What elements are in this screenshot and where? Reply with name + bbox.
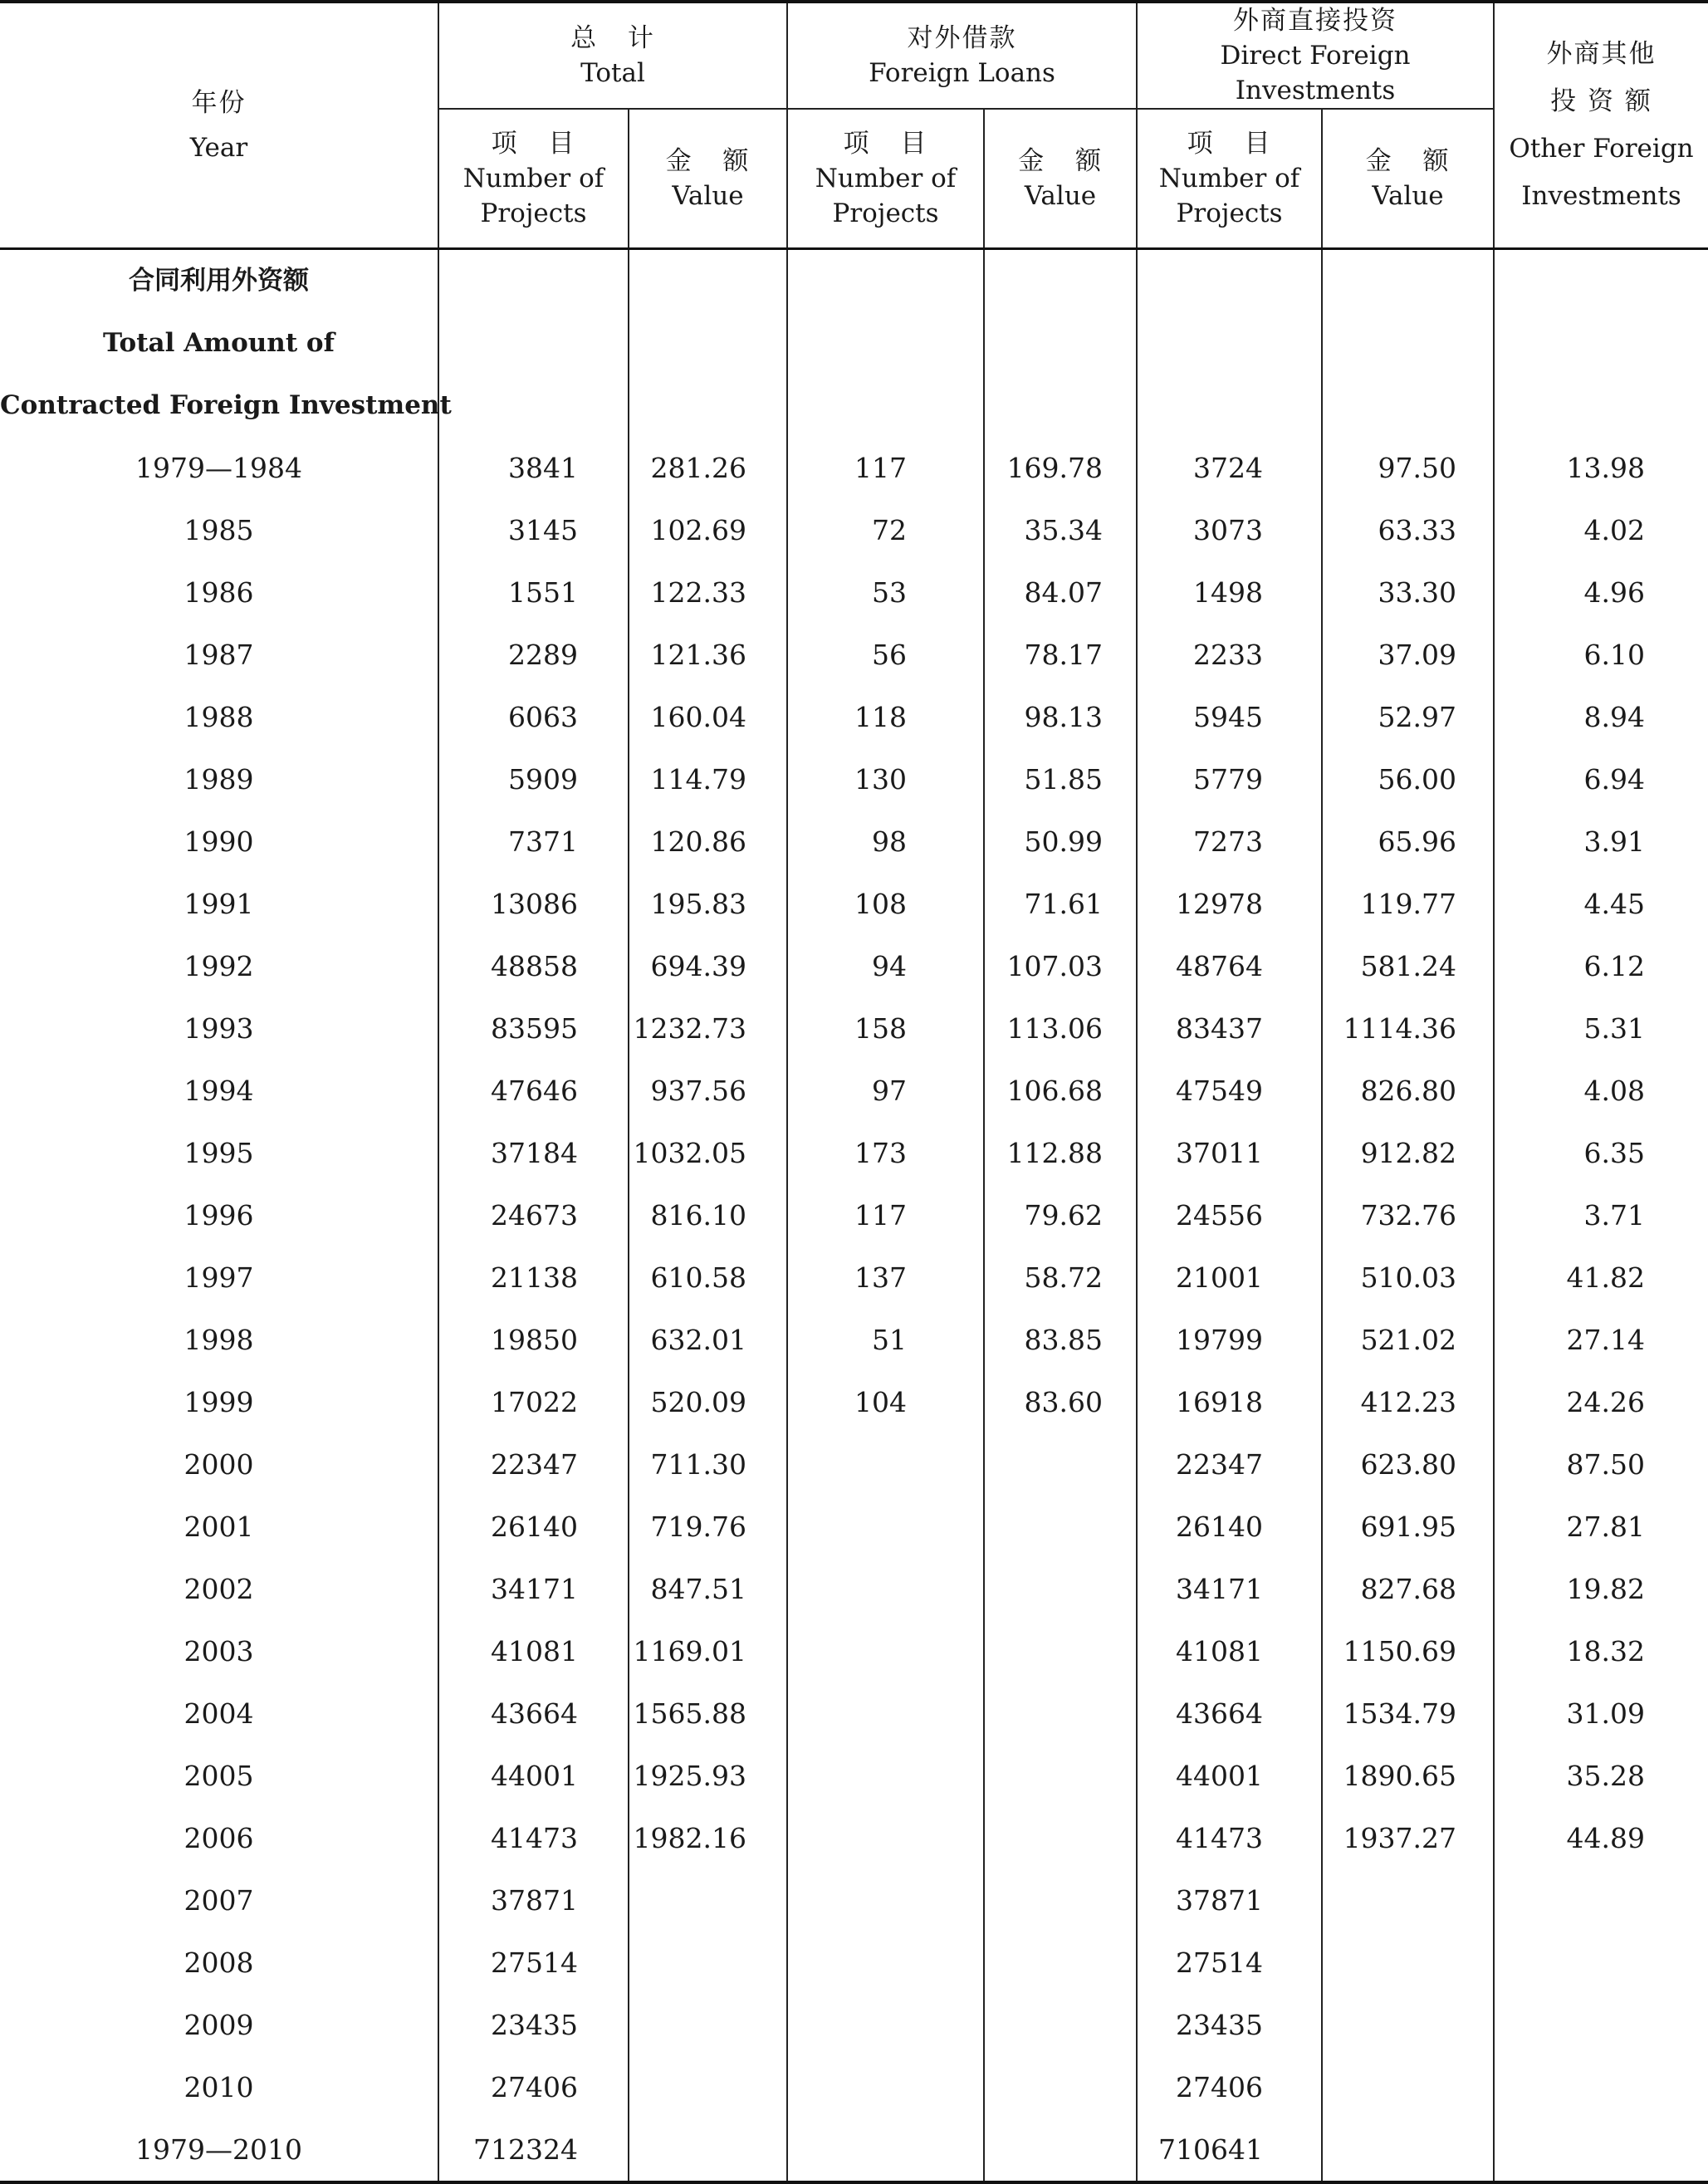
other-investment-cell: 3.91: [1583, 825, 1646, 858]
other-investment-cell: [1494, 1932, 1708, 1994]
total-projects-cell: 37184: [438, 1122, 629, 1184]
loan-value-cell: [984, 1807, 1137, 1869]
loan-projects-cell: [787, 1620, 984, 1682]
other-header-zh2: 投 资 额: [1550, 86, 1652, 116]
value-header-en: Value: [672, 181, 744, 211]
dfi-value-header: [1322, 109, 1494, 249]
loan-value-cell: 51.85: [984, 748, 1137, 810]
total-value-cell: 816.10: [629, 1184, 787, 1246]
total-value-cell: 1032.05: [629, 1122, 787, 1184]
dfi-value-cell: 65.96: [1322, 810, 1494, 873]
total-value-cell: [629, 2118, 787, 2182]
dfi-value-cell: 691.95: [1322, 1496, 1494, 1558]
dfi-value-cell: 33.30: [1322, 561, 1494, 624]
year-cell: 2005: [0, 1745, 438, 1807]
year-cell: 1998: [0, 1309, 438, 1371]
loan-value-cell: [984, 1682, 1137, 1745]
year-cell: 1997: [0, 1246, 438, 1309]
total-projects-cell: 17022: [438, 1371, 629, 1433]
projects-header-en1: Number of: [815, 164, 957, 193]
other-investment-cell: 5.31: [1583, 1012, 1646, 1045]
loan-value-cell: [984, 1869, 1137, 1932]
table-row: [0, 1433, 1708, 1496]
dfi-projects-cell: 2233: [1137, 624, 1322, 686]
other-investment-cell: 6.94: [1583, 763, 1646, 796]
year-cell: 1995: [0, 1122, 438, 1184]
table-row: [0, 1932, 1708, 1994]
other-investment-cell: [1494, 2118, 1708, 2182]
table-row: [0, 1869, 1708, 1932]
total-projects-cell: 26140: [438, 1496, 629, 1558]
loan-projects-cell: 56: [787, 624, 984, 686]
dfi-value-cell: 912.82: [1322, 1122, 1494, 1184]
other-investment-cell: 4.08: [1583, 1075, 1646, 1107]
year-cell: 2010: [0, 2056, 438, 2118]
year-header: [0, 2, 438, 249]
loan-projects-cell: [787, 1745, 984, 1807]
loan-projects-cell: 173: [787, 1122, 984, 1184]
other-investment-cell: 3.71: [1583, 1199, 1646, 1232]
dfi-value-cell: 1534.79: [1322, 1682, 1494, 1745]
dfi-projects-cell: 47549: [1137, 1060, 1322, 1122]
dfi-projects-cell: 3073: [1137, 499, 1322, 561]
year-cell: 2009: [0, 1994, 438, 2056]
dfi-projects-cell: 37011: [1137, 1122, 1322, 1184]
total-header-zh: 总 计: [570, 23, 655, 53]
total-projects-cell: 34171: [438, 1558, 629, 1620]
loan-value-cell: [984, 2056, 1137, 2118]
value-header-en: Value: [1024, 181, 1097, 211]
other-investment-cell: 27.81: [1566, 1511, 1646, 1543]
loan-projects-cell: 108: [787, 873, 984, 935]
loan-value-header: [984, 109, 1137, 249]
year-cell: 2001: [0, 1496, 438, 1558]
dfi-value-cell: 827.68: [1322, 1558, 1494, 1620]
total-value-cell: [629, 1869, 787, 1932]
loan-value-cell: 78.17: [984, 624, 1137, 686]
total-projects-cell: 43664: [438, 1682, 629, 1745]
table-row: [0, 935, 1708, 997]
loan-projects-cell: [787, 2056, 984, 2118]
loan-projects-cell: 53: [787, 561, 984, 624]
dfi-value-cell: 52.97: [1322, 686, 1494, 748]
dfi-projects-cell: 5945: [1137, 686, 1322, 748]
dfi-value-cell: 1114.36: [1322, 997, 1494, 1060]
dfi-projects-cell: 23435: [1137, 1994, 1322, 2056]
total-projects-cell: 47646: [438, 1060, 629, 1122]
loan-value-cell: [984, 1745, 1137, 1807]
dfi-projects-cell: 43664: [1137, 1682, 1322, 1745]
loan-value-cell: 107.03: [984, 935, 1137, 997]
projects-header-zh: 项 目: [1187, 129, 1272, 159]
table-row: [0, 1994, 1708, 2056]
other-header-zh1: 外商其他: [1546, 39, 1657, 69]
other-investment-cell: 87.50: [1566, 1448, 1646, 1481]
year-header-en: Year: [189, 133, 248, 163]
dfi-projects-cell: 710641: [1137, 2118, 1322, 2182]
year-cell: 2006: [0, 1807, 438, 1869]
dfi-value-cell: 119.77: [1322, 873, 1494, 935]
table-row: [0, 1309, 1708, 1371]
projects-header-zh: 项 目: [843, 129, 928, 159]
table-row: [0, 810, 1708, 873]
year-cell: 1993: [0, 997, 438, 1060]
total-projects-cell: 27514: [438, 1932, 629, 1994]
section-title-en1: Total Amount of: [0, 312, 438, 375]
table-row: [0, 2056, 1708, 2118]
year-cell: 1988: [0, 686, 438, 748]
dfi-value-cell: 63.33: [1322, 499, 1494, 561]
total-projects-cell: 712324: [438, 2118, 629, 2182]
dfi-header: [1137, 2, 1494, 109]
loan-value-cell: [984, 1496, 1137, 1558]
total-projects-header: [438, 109, 629, 249]
value-header-en: Value: [1372, 181, 1444, 211]
total-value-cell: 122.33: [629, 561, 787, 624]
dfi-projects-cell: 41473: [1137, 1807, 1322, 1869]
total-projects-cell: 6063: [438, 686, 629, 748]
year-cell: 1992: [0, 935, 438, 997]
total-value-cell: 120.86: [629, 810, 787, 873]
year-cell: 1990: [0, 810, 438, 873]
total-value-cell: 1565.88: [629, 1682, 787, 1745]
loan-value-cell: 79.62: [984, 1184, 1137, 1246]
loan-projects-cell: [787, 1994, 984, 2056]
dfi-value-cell: 37.09: [1322, 624, 1494, 686]
dfi-projects-cell: 48764: [1137, 935, 1322, 997]
total-value-cell: 694.39: [629, 935, 787, 997]
dfi-value-cell: [1322, 1932, 1494, 1994]
total-projects-cell: 13086: [438, 873, 629, 935]
dfi-projects-cell: 5779: [1137, 748, 1322, 810]
total-value-cell: 195.83: [629, 873, 787, 935]
loan-value-cell: 83.85: [984, 1309, 1137, 1371]
table-header: [0, 2, 1708, 249]
table-row: [0, 499, 1708, 561]
projects-header-en1: Number of: [462, 164, 604, 193]
section-title-en2: Contracted Foreign Investment: [0, 375, 438, 437]
loans-header-zh: 对外借款: [907, 23, 1017, 53]
total-value-cell: 1925.93: [629, 1745, 787, 1807]
loan-projects-cell: 158: [787, 997, 984, 1060]
table-row: [0, 1558, 1708, 1620]
total-value-cell: 1169.01: [629, 1620, 787, 1682]
total-value-cell: [629, 1994, 787, 2056]
loan-projects-cell: 130: [787, 748, 984, 810]
dfi-projects-cell: 37871: [1137, 1869, 1322, 1932]
loan-value-cell: 112.88: [984, 1122, 1137, 1184]
dfi-projects-cell: 41081: [1137, 1620, 1322, 1682]
table-row: [0, 686, 1708, 748]
loan-projects-cell: [787, 2118, 984, 2182]
total-projects-cell: 27406: [438, 2056, 629, 2118]
loan-projects-cell: 94: [787, 935, 984, 997]
dfi-header-zh: 外商直接投资: [1233, 6, 1398, 36]
table-row: [0, 561, 1708, 624]
loan-projects-header: [787, 109, 984, 249]
other-header-en1: Other Foreign: [1509, 134, 1694, 164]
total-value-cell: 847.51: [629, 1558, 787, 1620]
table-row: [0, 1807, 1708, 1869]
dfi-value-cell: 732.76: [1322, 1184, 1494, 1246]
loan-value-cell: [984, 1558, 1137, 1620]
other-investment-cell: 31.09: [1566, 1697, 1646, 1730]
value-header-zh: 金 额: [1365, 146, 1451, 176]
dfi-projects-cell: 44001: [1137, 1745, 1322, 1807]
loan-value-cell: 106.68: [984, 1060, 1137, 1122]
total-value-cell: 102.69: [629, 499, 787, 561]
total-projects-cell: 23435: [438, 1994, 629, 2056]
dfi-projects-cell: 24556: [1137, 1184, 1322, 1246]
other-investment-cell: 4.02: [1583, 514, 1646, 546]
total-projects-cell: 3145: [438, 499, 629, 561]
other-investment-cell: [1494, 1994, 1708, 2056]
other-investment-cell: [1494, 2056, 1708, 2118]
dfi-projects-cell: 27406: [1137, 2056, 1322, 2118]
table-row: [0, 1060, 1708, 1122]
projects-header-en2: Projects: [480, 198, 587, 228]
loan-projects-cell: [787, 1807, 984, 1869]
loan-value-cell: 35.34: [984, 499, 1137, 561]
total-value-cell: 520.09: [629, 1371, 787, 1433]
total-projects-cell: 24673: [438, 1184, 629, 1246]
value-header-zh: 金 额: [665, 146, 751, 176]
loan-projects-cell: [787, 1558, 984, 1620]
total-value-cell: 937.56: [629, 1060, 787, 1122]
section-title-zh: 合同利用外资额: [0, 249, 438, 313]
year-cell: 1987: [0, 624, 438, 686]
total-projects-cell: 19850: [438, 1309, 629, 1371]
table-row: [0, 1620, 1708, 1682]
dfi-value-cell: 521.02: [1322, 1309, 1494, 1371]
dfi-value-cell: 623.80: [1322, 1433, 1494, 1496]
year-cell: 1989: [0, 748, 438, 810]
table-row: [0, 1371, 1708, 1433]
dfi-projects-cell: 83437: [1137, 997, 1322, 1060]
loan-projects-cell: 117: [787, 437, 984, 499]
other-investment-cell: 8.94: [1583, 701, 1646, 733]
total-projects-cell: 83595: [438, 997, 629, 1060]
year-cell: 2000: [0, 1433, 438, 1496]
total-header-en: Total: [580, 58, 645, 88]
dfi-projects-cell: 22347: [1137, 1433, 1322, 1496]
year-header-zh: 年份: [191, 88, 247, 118]
year-cell: 1979—1984: [0, 437, 438, 499]
dfi-value-cell: 1150.69: [1322, 1620, 1494, 1682]
dfi-projects-cell: 7273: [1137, 810, 1322, 873]
total-value-cell: 1982.16: [629, 1807, 787, 1869]
year-cell: 1979—2010: [0, 2118, 438, 2182]
loan-value-cell: 50.99: [984, 810, 1137, 873]
other-investment-cell: 4.96: [1583, 576, 1646, 609]
loan-projects-cell: [787, 1682, 984, 1745]
total-value-header: [629, 109, 787, 249]
loan-projects-cell: [787, 1932, 984, 1994]
total-value-cell: [629, 1932, 787, 1994]
loan-value-cell: 169.78: [984, 437, 1137, 499]
other-investment-cell: 35.28: [1566, 1760, 1646, 1792]
year-cell: 2007: [0, 1869, 438, 1932]
table-row: [0, 748, 1708, 810]
total-projects-cell: 44001: [438, 1745, 629, 1807]
loan-value-cell: [984, 2118, 1137, 2182]
total-projects-cell: 37871: [438, 1869, 629, 1932]
year-cell: 2004: [0, 1682, 438, 1745]
total-value-cell: 1232.73: [629, 997, 787, 1060]
total-value-cell: 114.79: [629, 748, 787, 810]
dfi-projects-cell: 16918: [1137, 1371, 1322, 1433]
other-investment-cell: 27.14: [1566, 1324, 1646, 1356]
year-cell: 1991: [0, 873, 438, 935]
year-cell: 1994: [0, 1060, 438, 1122]
total-projects-cell: 3841: [438, 437, 629, 499]
other-investment-cell: 4.45: [1583, 888, 1646, 920]
other-investment-cell: 13.98: [1566, 452, 1646, 484]
projects-header-en1: Number of: [1158, 164, 1300, 193]
table-row: [0, 2118, 1708, 2182]
total-value-cell: 711.30: [629, 1433, 787, 1496]
total-projects-cell: 1551: [438, 561, 629, 624]
loan-projects-cell: 97: [787, 1060, 984, 1122]
table-row: [0, 1184, 1708, 1246]
year-cell: 1996: [0, 1184, 438, 1246]
total-value-cell: 610.58: [629, 1246, 787, 1309]
total-projects-cell: 5909: [438, 748, 629, 810]
other-header: [1494, 2, 1708, 249]
dfi-value-cell: [1322, 1994, 1494, 2056]
loan-value-cell: [984, 1433, 1137, 1496]
total-projects-cell: 22347: [438, 1433, 629, 1496]
projects-header-zh: 项 目: [491, 129, 576, 159]
dfi-value-cell: [1322, 2056, 1494, 2118]
table-row: [0, 997, 1708, 1060]
loan-projects-cell: 118: [787, 686, 984, 748]
loan-projects-cell: 98: [787, 810, 984, 873]
dfi-projects-cell: 1498: [1137, 561, 1322, 624]
total-projects-cell: 21138: [438, 1246, 629, 1309]
dfi-projects-header: [1137, 109, 1322, 249]
dfi-value-cell: 581.24: [1322, 935, 1494, 997]
loan-projects-cell: 137: [787, 1246, 984, 1309]
other-investment-cell: 18.32: [1566, 1635, 1646, 1667]
year-cell: 2003: [0, 1620, 438, 1682]
year-cell: 1985: [0, 499, 438, 561]
loan-value-cell: [984, 1932, 1137, 1994]
other-investment-cell: 44.89: [1566, 1822, 1646, 1854]
loan-value-cell: 84.07: [984, 561, 1137, 624]
loan-value-cell: [984, 1620, 1137, 1682]
table-row: [0, 624, 1708, 686]
total-header: [438, 2, 787, 109]
loan-projects-cell: 117: [787, 1184, 984, 1246]
loan-projects-cell: [787, 1496, 984, 1558]
total-projects-cell: 48858: [438, 935, 629, 997]
total-value-cell: 632.01: [629, 1309, 787, 1371]
total-projects-cell: 41081: [438, 1620, 629, 1682]
dfi-value-cell: 1937.27: [1322, 1807, 1494, 1869]
dfi-value-cell: 97.50: [1322, 437, 1494, 499]
table-row: [0, 1246, 1708, 1309]
projects-header-en2: Projects: [1176, 198, 1283, 228]
dfi-projects-cell: 27514: [1137, 1932, 1322, 1994]
loan-value-cell: 83.60: [984, 1371, 1137, 1433]
dfi-value-cell: 412.23: [1322, 1371, 1494, 1433]
other-investment-cell: 6.10: [1583, 639, 1646, 671]
table-body: [0, 249, 1708, 2183]
other-header-en2: Investments: [1521, 181, 1681, 211]
dfi-projects-cell: 34171: [1137, 1558, 1322, 1620]
table-row: [0, 1496, 1708, 1558]
other-investment-cell: 6.35: [1583, 1137, 1646, 1169]
table-row: [0, 437, 1708, 499]
table-row: [0, 873, 1708, 935]
total-projects-cell: 7371: [438, 810, 629, 873]
loan-value-cell: [984, 1994, 1137, 2056]
loans-header: [787, 2, 1137, 109]
table-row: [0, 1122, 1708, 1184]
table-row: [0, 1745, 1708, 1807]
total-projects-cell: 41473: [438, 1807, 629, 1869]
dfi-value-cell: 1890.65: [1322, 1745, 1494, 1807]
other-investment-cell: 6.12: [1583, 950, 1646, 982]
total-projects-cell: 2289: [438, 624, 629, 686]
dfi-value-cell: [1322, 2118, 1494, 2182]
dfi-projects-cell: 3724: [1137, 437, 1322, 499]
loan-projects-cell: 72: [787, 499, 984, 561]
dfi-projects-cell: 19799: [1137, 1309, 1322, 1371]
projects-header-en2: Projects: [832, 198, 939, 228]
dfi-value-cell: 56.00: [1322, 748, 1494, 810]
dfi-header-en: Direct Foreign Investments: [1220, 41, 1411, 105]
dfi-projects-cell: 21001: [1137, 1246, 1322, 1309]
year-cell: 2008: [0, 1932, 438, 1994]
table-row: [0, 1682, 1708, 1745]
loan-value-cell: 98.13: [984, 686, 1137, 748]
loan-value-cell: 71.61: [984, 873, 1137, 935]
loan-projects-cell: 104: [787, 1371, 984, 1433]
year-cell: 1986: [0, 561, 438, 624]
year-cell: 1999: [0, 1371, 438, 1433]
other-investment-cell: 24.26: [1566, 1386, 1646, 1418]
loan-value-cell: 58.72: [984, 1246, 1137, 1309]
total-value-cell: 281.26: [629, 437, 787, 499]
dfi-value-cell: 826.80: [1322, 1060, 1494, 1122]
total-value-cell: 719.76: [629, 1496, 787, 1558]
dfi-projects-cell: 12978: [1137, 873, 1322, 935]
loan-value-cell: 113.06: [984, 997, 1137, 1060]
dfi-projects-cell: 26140: [1137, 1496, 1322, 1558]
other-investment-cell: 41.82: [1566, 1261, 1646, 1294]
loan-projects-cell: 51: [787, 1309, 984, 1371]
other-investment-cell: 19.82: [1566, 1573, 1646, 1605]
total-value-cell: 121.36: [629, 624, 787, 686]
loans-header-en: Foreign Loans: [869, 58, 1055, 88]
year-cell: 2002: [0, 1558, 438, 1620]
loan-projects-cell: [787, 1433, 984, 1496]
total-value-cell: [629, 2056, 787, 2118]
value-header-zh: 金 额: [1018, 146, 1103, 176]
total-value-cell: 160.04: [629, 686, 787, 748]
other-investment-cell: [1494, 1869, 1708, 1932]
dfi-value-cell: [1322, 1869, 1494, 1932]
loan-projects-cell: [787, 1869, 984, 1932]
dfi-value-cell: 510.03: [1322, 1246, 1494, 1309]
